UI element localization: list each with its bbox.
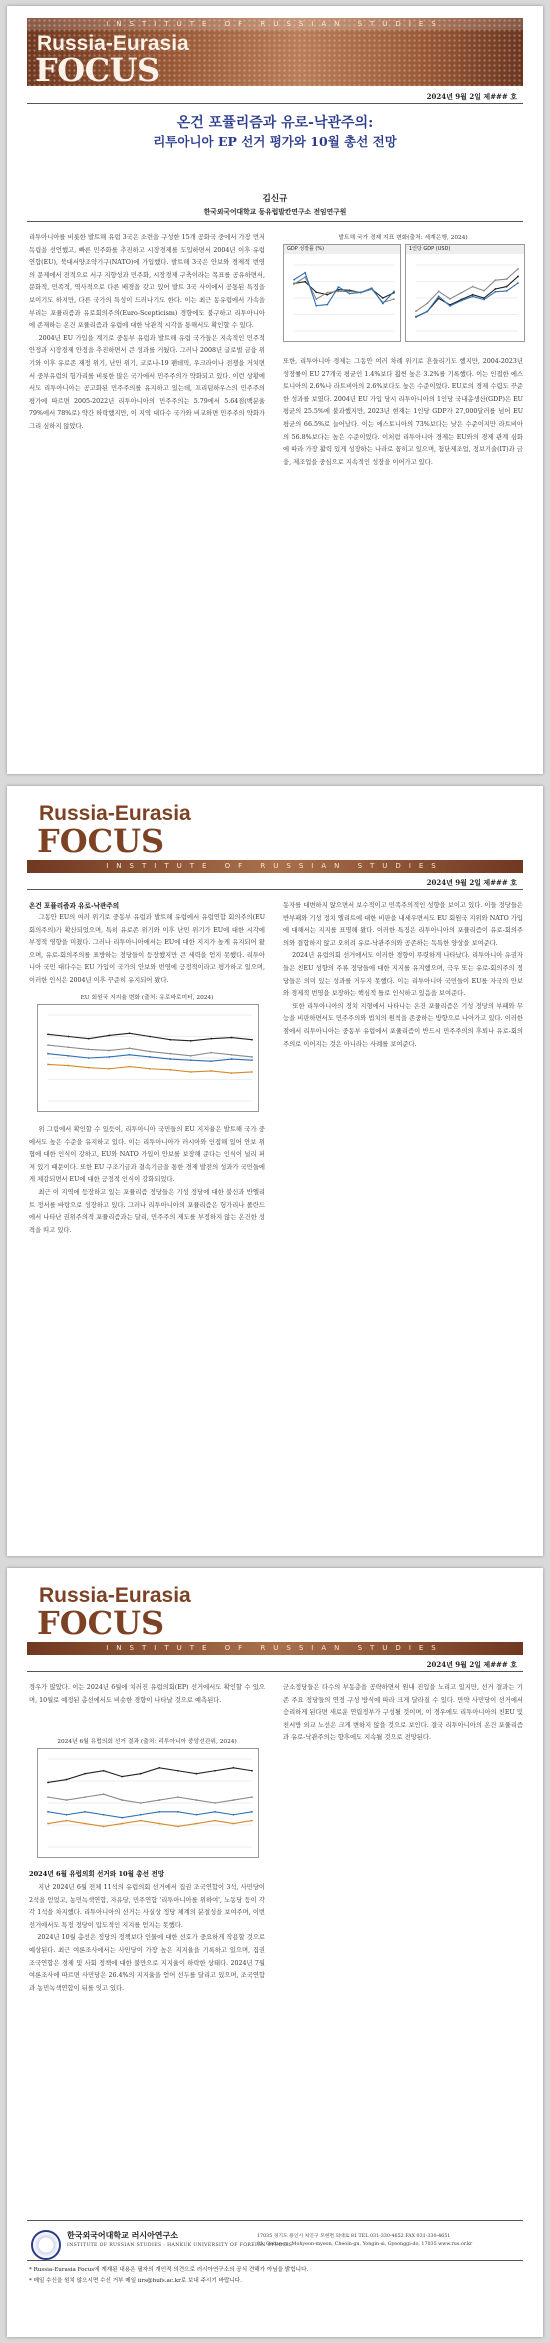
body-column-left: 지난 2024년 6월 전체 11석의 유럽의회 선거에서 집권 조국연합이 3석, 사민당이 2석을 얻었고, 농민녹색연합, 자유당, 민주연합 '리투아니아를 위하여', 노동당 등이 각각 1석을 차지했다. 리투아니아의 선거는 사실상 정당 체계의 분절성을 보여주며, 이번 선거에서도 특정 정당이 압도적인 지지를 얻지는 못했다. 2024년 10월 총선은 정당의 정책보다 인물에 대한 선호가 중요하게 작용할 것으로 예상된다. 최근 여론조사에서는 사민당이 가장 높은 지지율을 기록하고 있으며, 집권 조국연합은 경제 및 사회 정책에 대한 불만으로 지지율이 하락한 상태다. 2024년 7월 여론조사에 따르면 사민당은 26.4%의 지지율을 얻어 선두를 달리고 있으며, 조국연합과 농민녹색연합이 뒤를 잇고 있다.	[29, 1884, 265, 1992]
series-line-3	[416, 283, 518, 317]
data-point	[426, 311, 428, 313]
data-point	[517, 268, 519, 270]
data-point	[426, 302, 428, 304]
data-point	[506, 290, 508, 292]
data-point	[315, 291, 317, 293]
masthead	[27, 18, 523, 89]
figure-caption: 발트해 국가 경제 지표 변화(출처: 세계은행, 2024)	[338, 235, 468, 241]
data-point	[47, 1033, 49, 1035]
data-point	[47, 1044, 49, 1046]
data-point	[108, 1056, 110, 1058]
data-point	[210, 1052, 212, 1054]
article-title-line1: 온건 포퓰리즘과 유로-낙관주의:	[176, 115, 374, 131]
data-point	[190, 1059, 192, 1061]
page-1	[7, 6, 543, 774]
data-point	[251, 1770, 253, 1772]
data-point	[251, 1071, 253, 1073]
masthead-strip: INSTITUTE OF RUSSIAN STUDIES	[27, 18, 523, 30]
data-point	[195, 1814, 197, 1816]
series-line-2	[416, 269, 518, 311]
university-seal-logo	[31, 2230, 61, 2260]
data-point	[460, 292, 462, 294]
data-point	[214, 1770, 216, 1772]
data-point	[315, 305, 317, 307]
data-point	[103, 1826, 105, 1828]
data-point	[251, 1039, 253, 1041]
data-point	[121, 1823, 123, 1825]
masthead-title-line2: FOCUS	[35, 51, 160, 89]
data-point	[66, 1799, 68, 1801]
data-point	[371, 287, 373, 289]
data-point	[158, 1811, 160, 1813]
line-chart-poll	[38, 1749, 258, 1857]
data-point	[251, 1796, 253, 1798]
data-point	[438, 295, 440, 297]
masthead	[27, 1582, 523, 1642]
chart-panel-eu-support	[37, 1004, 259, 1112]
chart-panel-title: GDP 성장률 (%)	[284, 245, 400, 254]
data-point	[349, 291, 351, 293]
data-point	[382, 297, 384, 299]
data-point	[233, 1823, 235, 1825]
data-point	[251, 1056, 253, 1058]
data-point	[251, 1059, 253, 1061]
data-point	[210, 1060, 212, 1062]
data-point	[47, 1053, 49, 1055]
data-point	[449, 305, 451, 307]
body-column-right: 동자를 대변하지 않으면서 보수적이고 민족주의적인 성향을 보이고 있다. 이들 정당들은 반부패와 기성 정치 엘리트에 대한 비판을 내세우면서도 EU 회원국 지위와 NATO 가입에 대해서는 지지를 표명해 왔다. 이러한 특징은 리투아니아의 포퓰리즘이 유로-회의주의와 결합하지 않고 오히려 유로-낙관주의와 공존하는 독특한 양상을 보여준다. 2024년 유럽의회 선거에서도 이러한 경향이 뚜렷하게 나타났다. 리투아니아 유권자들은 친EU 성향의 주류 정당들에 대한 지지를 유지했으며, 극우 또는 유로-회의주의 정당들은 의미 있는 성과를 거두지 못했다. 이는 리투아니아 국민들이 EU를 자국의 안보와 경제적 번영을 보장하는 핵심적 틀로 인식하고 있음을 보여준다. 또한 리투아니아의 정치 지형에서 나타나는 온건 포퓰리즘은 기성 정당의 부패와 무능을 비판하면서도 민주주의와 법치의 원칙을 존중하는 방향으로 나아가고 있다. 이러한 점에서 리투아니아는 중동부 유럽에서 포퓰리즘이 반드시 민주주의의 후퇴나 유로-회의주의로 이어지는 것은 아니라는 사례를 보여준다.	[283, 902, 523, 1048]
disclaimer: * Russia-Eurasia Focus에 게재된 내용은 필자의 개인적 의견으로 러시아연구소의 공식 견해가 아님을 밝힙니다.	[29, 2267, 309, 2273]
data-point	[129, 1066, 131, 1068]
data-point	[210, 1038, 212, 1040]
data-point	[233, 1814, 235, 1816]
data-point	[170, 1069, 172, 1071]
data-point	[88, 1067, 90, 1069]
data-point	[326, 292, 328, 294]
data-point	[66, 1820, 68, 1822]
data-point	[129, 1047, 131, 1049]
data-point	[231, 1037, 233, 1039]
data-point	[121, 1817, 123, 1819]
data-point	[66, 1814, 68, 1816]
series-line-2	[48, 1794, 252, 1803]
data-point	[170, 1039, 172, 1041]
series-line-3	[294, 273, 394, 306]
data-point	[108, 1050, 110, 1052]
data-point	[149, 1056, 151, 1058]
body-column-right: 군소정당들은 다수의 부동층을 공략하면서 원내 진입을 노리고 있지만, 선거 결과는 기존 주요 정당들의 연정 구성 방식에 따라 크게 달라질 수 있다. 만약 사민당이 선거에서 승리하게 된다면 새로운 연립정부가 구성될 것이며, 이 경우에도 리투아니아의 친EU 및 친서방 외교 노선은 크게 변하지 않을 것으로 보인다. 결국 리투아니아의 온건 포퓰리즘과 유로-낙관주의는 향후에도 지속될 것으로 전망된다.	[283, 1684, 526, 1742]
data-point	[214, 1802, 216, 1804]
line-chart-eu-support	[38, 1005, 258, 1111]
data-point	[140, 1802, 142, 1804]
issue-date: 2024년 9월 2일 제### 호	[426, 878, 517, 887]
chart-panel-title: 1인당 GDP (USD)	[406, 245, 524, 254]
data-point	[195, 1823, 197, 1825]
unsubscribe-notice: * 메일 수신을 원치 않으시면 수신 거부 메일 iirs@hufs.ac.kr로 보내 주시기 바랍니다.	[29, 2278, 242, 2284]
data-point	[190, 1071, 192, 1073]
data-point	[415, 310, 417, 312]
masthead	[27, 800, 523, 860]
data-point	[393, 291, 395, 293]
data-point	[393, 298, 395, 300]
figure-caption: 2024년 6월 유럽의회 선거 결과 (출처: 리투아니아 중앙선관위, 2024)	[57, 1739, 237, 1745]
data-point	[170, 1053, 172, 1055]
data-point	[88, 1038, 90, 1040]
section-title: 2024년 6월 유럽의회 선거와 10월 총선 전망	[29, 1870, 165, 1878]
page-2	[7, 786, 543, 1556]
divider	[27, 103, 523, 104]
body-column-right: 또한, 리투아니아 경제는 그동안 여러 차례 위기로 흔들리기도 했지만, 2004-2023년 성장률이 EU 27개국 평균인 1.4%보다 훨씬 높은 3.2%를 기록했다. 이는 인접한 에스토니아의 2.6%나 라트비아의 2.6%보다도 높은 수준이었다. EU로의 경제 수렴도 꾸준한 성과를 보였다. 2004년 EU 가입 당시 리투아니아의 1인당 국내총생산(GDP)은 EU 평균의 25.5%에 불과했지만, 2023년 현재는 1인당 GDP가 27,000달러를 넘어 EU 평균의 66.5%로 늘어났다. 이는 에스토니아의 73%보다는 낮은 수준이지만 라트비아의 56.8%보다는 높은 수준이었다. 이처럼 리투아니아 경제는 EU와의 경제 관계 심화에 따라 가장 활력 있게 성장하는 나라로 꼽히고 있으며, 첨단제조업, 정보기술(IT)과 금융, 제조업을 중심으로 지속적인 성장을 이어가고 있다.	[283, 358, 526, 466]
data-point	[231, 1054, 233, 1056]
data-point	[129, 1054, 131, 1056]
author-name: 김신규	[262, 194, 288, 204]
data-point	[108, 1068, 110, 1070]
data-point	[177, 1796, 179, 1798]
data-point	[190, 1040, 192, 1042]
data-point	[326, 304, 328, 306]
institute-address-en: 81, Oedae-ro, Mohyeon-myeon, Cheoin-gu, Yongin-si, Gyeonggi-do, 17035 www.rus.or.kr	[257, 2242, 473, 2247]
data-point	[494, 279, 496, 281]
divider	[27, 221, 523, 222]
data-point	[382, 303, 384, 305]
data-point	[472, 296, 474, 298]
data-point	[483, 299, 485, 301]
data-point	[84, 1811, 86, 1813]
data-point	[158, 1799, 160, 1801]
data-point	[190, 1055, 192, 1057]
data-point	[108, 1035, 110, 1037]
data-point	[214, 1820, 216, 1822]
data-point	[140, 1773, 142, 1775]
data-point	[84, 1823, 86, 1825]
article-title-line2: 리투아니아 EP 선거 평가와 10월 총선 전망	[153, 134, 397, 149]
data-point	[158, 1823, 160, 1825]
data-point	[483, 290, 485, 292]
data-point	[304, 281, 306, 283]
data-point	[195, 1799, 197, 1801]
data-point	[149, 1051, 151, 1053]
institute-name: 한국외국어대학교 러시아연구소	[67, 2231, 178, 2240]
data-point	[103, 1793, 105, 1795]
footer-divider	[27, 2260, 523, 2261]
data-point	[88, 1057, 90, 1059]
section-title: 온건 포퓰리즘과 유로-낙관주의	[29, 902, 120, 910]
issue-date: 2024년 9월 2일 제### 호	[426, 1660, 517, 1669]
data-point	[349, 293, 351, 295]
data-point	[231, 1072, 233, 1074]
series-line-1	[48, 1768, 252, 1783]
data-point	[251, 1811, 253, 1813]
data-point	[88, 1049, 90, 1051]
data-point	[103, 1770, 105, 1772]
data-point	[195, 1773, 197, 1775]
institute-subtitle: INSTITUTE OF RUSSIAN STUDIES · HANKUK UNIVERSITY OF FOREIGN STUDIES	[67, 2243, 293, 2248]
figure-caption: EU 회원국 지지율 변화 (출처: 유로바로미터, 2024)	[80, 995, 214, 1001]
chart-panel-gdp-growth	[283, 244, 401, 342]
issue-date: 2024년 9월 2일 제### 호	[426, 92, 517, 101]
line-chart-gdp-growth	[284, 255, 400, 341]
data-point	[140, 1814, 142, 1816]
data-point	[68, 1065, 70, 1067]
data-point	[472, 286, 474, 288]
data-point	[251, 1820, 253, 1822]
divider	[27, 1671, 523, 1672]
masthead-title-line2: FOCUS	[37, 1604, 165, 1642]
data-point	[293, 279, 295, 281]
data-point	[170, 1058, 172, 1060]
data-point	[177, 1826, 179, 1828]
data-point	[304, 272, 306, 274]
data-point	[338, 291, 340, 293]
data-point	[438, 291, 440, 293]
data-point	[129, 1032, 131, 1034]
data-point	[517, 276, 519, 278]
data-point	[315, 298, 317, 300]
data-point	[460, 300, 462, 302]
data-point	[121, 1799, 123, 1801]
data-point	[338, 286, 340, 288]
data-point	[149, 1036, 151, 1038]
body-column-left: 그동안 EU의 여러 위기로 중동부 유럽과 발트해 유럽에서 유럽연합 회의주의(EU 회의주의)가 확산되었으며, 특히 유로존 위기와 이후 난민 위기가 EU에 대한 시각에 부정적 영향을 미쳤다. 그러나 리투아니아에서는 EU에 대한 지지가 높게 유지되어 왔으며, 유로-회의주의를 표방하는 정당들이 등장했지만 큰 세력을 얻지 못했다. 리투아니아 국민 대다수는 EU 가입이 국가의 안보와 번영에 긍정적이라고 평가하고 있으며, 이러한 인식은 2004년 이후 꾸준히 유지되어 왔다.	[29, 914, 268, 984]
data-point	[149, 1068, 151, 1070]
masthead-title-line1: Russia-Eurasia	[39, 1584, 191, 1607]
data-point	[68, 1036, 70, 1038]
data-point	[177, 1811, 179, 1813]
masthead-strip: INSTITUTE OF RUSSIAN STUDIES	[27, 1642, 523, 1655]
data-point	[47, 1064, 49, 1066]
body-column-left: 리투아니아를 비롯한 발트해 유럽 3국은 소련을 구성한 15개 공화국 중에서 가장 먼저 독립을 선언했고, 빠른 민주화를 추진하고 시장경제를 도입하면서 2004년 이후 유럽연합(EU), 북대서양조약기구(NATO)에 가입했다. 발트해 3국은 안보와 경제적 번영의 문제에서 전적으로 서구 지향성과 민주화, 시장경제 구축이라는 목표를 공유하면서, 문화적, 민족적, 역사적으로 다른 배경을 갖고 있어 발트 3국 사이에서 공통된 특징을 보이기도 하지만, 다른 국가의 특성이 드러나기도 한다. 이는 최근 동유럽에서 가속을 부리는 포퓰리즘과 유로회의주의(Euro-Scepticism) 경향에도 불구하고 리투아니아에 존재하는 온건 포퓰리즘과 유럽에 대한 낙관적 시각을 통해서도 확인할 수 있다. 2004년 EU 가입을 계기로 중동부 유럽과 발트해 유럽 국가들은 지속적인 민주적 안정과 시장경제 안정을 추진하면서 큰 성과를 거뒀다. 그러나 2008년 글로벌 금융 위기와 이후 유로존 재정 위기, 난민 위기, 코로나-19 팬데믹, 우크라이나 전쟁을 거치면서 중부유럽의 헝가리를 비롯한 많은 국가에서 민주주의가 약화되고 있다. 이런 상황에서도 리투아니아는 공고화된 민주주의를 유지하고 있는데, 프리덤하우스의 민주주의 평가에 따르면 2005-2022년 리투아니아의 민주주의는 5.79에서 5.64점(백분율 79%에서 78%로) 약간 하락했지만, 이 지역 대다수 국가와 비교하면 민주주의 약화가 그리 심하지 않았다.	[29, 234, 265, 430]
data-point	[47, 1796, 49, 1798]
chart-panel-poll	[37, 1748, 259, 1858]
data-point	[121, 1776, 123, 1778]
divider	[27, 889, 523, 890]
data-point	[47, 1782, 49, 1784]
page-3	[7, 1568, 543, 2337]
data-point	[360, 292, 362, 294]
data-point	[494, 291, 496, 293]
line-chart-gdp-per-capita	[406, 255, 524, 341]
data-point	[140, 1820, 142, 1822]
institute-address: 17035 경기도 용인시 처인구 모현면 외대로 81 TEL 031-330-4652 FAX 031-330-4651	[257, 2234, 451, 2239]
data-point	[68, 1046, 70, 1048]
footer-divider	[27, 2220, 523, 2221]
series-line-1	[416, 276, 518, 316]
chart-panel-gdp-per-capita	[405, 244, 525, 342]
masthead-title-line2: FOCUS	[37, 822, 165, 860]
data-point	[84, 1796, 86, 1798]
data-point	[449, 298, 451, 300]
data-point	[304, 276, 306, 278]
series-line-4	[48, 1821, 252, 1827]
masthead-title-line1: Russia-Eurasia	[39, 802, 191, 825]
data-point	[233, 1799, 235, 1801]
data-point	[84, 1773, 86, 1775]
body-column-left-continued: 위 그림에서 확인할 수 있듯이, 리투아니아 국민들의 EU 지지율은 발트해 국가 중에서도 높은 수준을 유지하고 있다. 이는 리투아니아가 러시아와 인접해 있어 안보 위협에 대한 인식이 강하고, EU와 NATO 가입이 안보를 보장해 준다는 인식이 널리 퍼져 있기 때문이다. 또한 EU 구조기금과 결속기금을 통한 경제 발전의 성과가 국민들에게 체감되면서 EU에 대한 긍정적 인식이 강화되었다. 최근 이 지역에 등장하고 있는 포퓰리즘 정당들은 기성 정당에 대한 불신과 반엘리트 정서를 바탕으로 성장하고 있다. 그러나 리투아니아의 포퓰리즘은 헝가리나 폴란드에서 나타난 권위주의적 포퓰리즘과는 달리, 민주주의 제도를 부정하지 않는 온건한 성격을 띠고 있다.	[29, 1126, 265, 1234]
data-point	[233, 1767, 235, 1769]
data-point	[472, 294, 474, 296]
data-point	[214, 1811, 216, 1813]
data-point	[517, 282, 519, 284]
data-point	[47, 1811, 49, 1813]
masthead-title-line1: Russia-Eurasia	[37, 32, 189, 55]
data-point	[293, 283, 295, 285]
data-point	[494, 288, 496, 290]
series-line-3	[48, 1812, 252, 1818]
data-point	[68, 1055, 70, 1057]
data-point	[103, 1814, 105, 1816]
data-point	[158, 1767, 160, 1769]
data-point	[231, 1058, 233, 1060]
body-column-left-top: 경우가 많았다. 이는 2024년 6월에 치러진 유럽의회(EP) 선거에서도 확인할 수 있으며, 10월로 예정된 총선에서도 비슷한 경향이 나타날 것으로 예측된다.	[29, 1684, 265, 1704]
masthead-strip: INSTITUTE OF RUSSIAN STUDIES	[27, 860, 523, 873]
data-point	[415, 316, 417, 318]
data-point	[326, 294, 328, 296]
data-point	[66, 1779, 68, 1781]
data-point	[47, 1823, 49, 1825]
author-affiliation: 한국외국어대학교 동유럽발칸연구소 전임연구원	[203, 208, 347, 216]
data-point	[506, 286, 508, 288]
data-point	[177, 1770, 179, 1772]
data-point	[506, 278, 508, 280]
data-point	[210, 1070, 212, 1072]
